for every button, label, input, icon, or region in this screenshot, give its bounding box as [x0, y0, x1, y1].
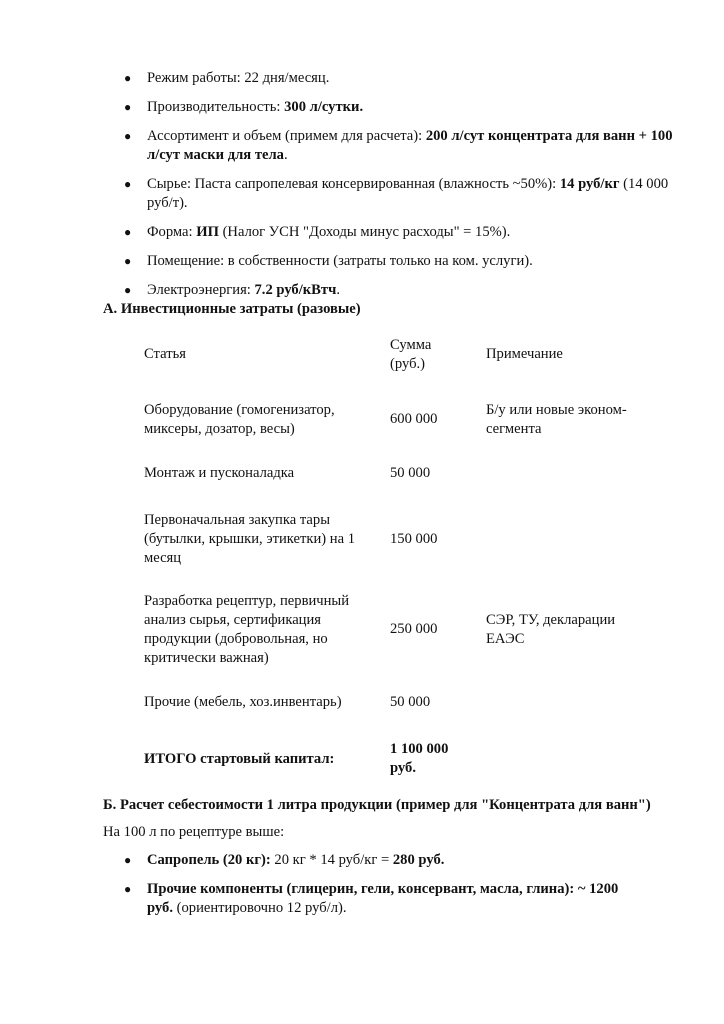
table-row-item: Монтаж и пусконаладка: [144, 465, 295, 481]
list-item: ● Ассортимент и объем (примем для расчета): 200 л/сут концентрата для ванн + 100 л/сут маски для тела.: [124, 128, 673, 163]
bullet-icon: ●: [124, 283, 132, 297]
table-row-note: Б/у или новые эконом-сегмента: [486, 402, 627, 437]
table-row-sum: 250 000: [390, 621, 438, 637]
section-b-intro: На 100 л по рецептуре выше:: [103, 824, 285, 840]
list-item: ● Сапропель (20 кг): 20 кг * 14 руб/кг = 280 руб.: [124, 852, 445, 868]
table-row-item: Прочие (мебель, хоз.инвентарь): [144, 694, 342, 710]
list-item: ● Электроэнергия: 7.2 руб/кВтч.: [124, 282, 340, 298]
list-item: ● Прочие компоненты (глицерин, гели, консервант, масла, глина): ~ 1200 руб. (ориентировочно 12 руб/л).: [124, 881, 619, 916]
bullet-icon: ●: [124, 100, 132, 114]
table-total-sum: 1 100 000 руб.: [390, 741, 449, 776]
table-row-item: Первоначальная закупка тары (бутылки, крышки, этикетки) на 1 месяц: [144, 512, 355, 566]
table-row-item: Разработка рецептур, первичный анализ сырья, сертификация продукции (добровольная, но критически важная): [144, 593, 350, 666]
table-row-item: Оборудование (гомогенизатор, миксеры, дозатор, весы): [144, 402, 335, 437]
section-a-title: А. Инвестиционные затраты (разовые): [103, 301, 361, 317]
list-item: ● Сырье: Паста сапропелевая консервированная (влажность ~50%): 14 руб/кг (14 000 руб/т).: [124, 176, 669, 211]
table-header-sum: Сумма (руб.): [390, 337, 432, 372]
table-row-sum: 150 000: [390, 531, 438, 547]
cost-list: [124, 851, 647, 918]
table-row-sum: 600 000: [390, 411, 438, 427]
table-header-item: Статья: [144, 346, 186, 362]
list-item: ● Помещение: в собственности (затраты только на ком. услуги).: [124, 253, 533, 269]
table-total-label: ИТОГО стартовый капитал:: [144, 751, 335, 767]
list-item: ● Режим работы: 22 дня/месяц.: [124, 70, 330, 86]
section-b-title: Б. Расчет себестоимости 1 литра продукции (пример для "Концентрата для ванн"): [103, 797, 651, 813]
table-row-note: СЭР, ТУ, декларации ЕАЭС: [486, 612, 616, 647]
list-item: ● Производительность: 300 л/сутки.: [124, 99, 364, 115]
bullet-icon: ●: [124, 129, 132, 143]
table-row-sum: 50 000: [390, 465, 431, 481]
table-header-note: Примечание: [486, 346, 563, 362]
bullet-icon: ●: [124, 853, 132, 867]
bullet-icon: ●: [124, 882, 132, 896]
list-item: ● Форма: ИП (Налог УСН "Доходы минус расходы" = 15%).: [124, 224, 511, 240]
bullet-icon: ●: [124, 225, 132, 239]
bullet-icon: ●: [124, 71, 132, 85]
bullet-icon: ●: [124, 177, 132, 191]
bullet-icon: ●: [124, 254, 132, 268]
parameters-list: [124, 69, 677, 300]
table-row-sum: 50 000: [390, 694, 431, 710]
